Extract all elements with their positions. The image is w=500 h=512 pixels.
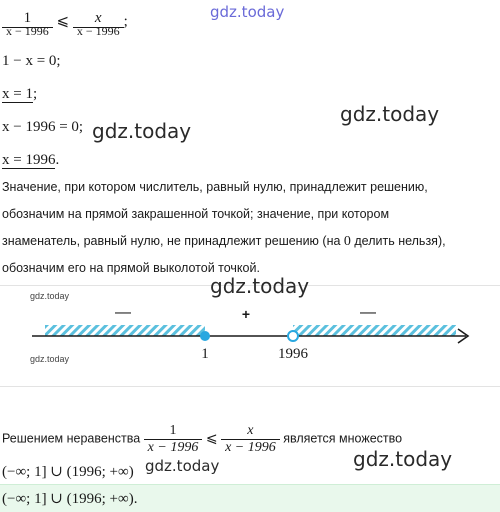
top-inequality-tail: ;: [123, 13, 128, 30]
answer-text: (−∞; 1] ∪ (1996; +∞).: [2, 491, 138, 507]
answer-box: [0, 484, 500, 512]
conclusion-prefix: Решением неравенства: [2, 431, 141, 446]
top-lhs-fraction: [2, 10, 53, 38]
explanation-line-3: [2, 228, 497, 255]
conclusion-line: [2, 423, 402, 456]
conclusion-rhs-numerator: x: [247, 423, 254, 438]
sign-left: —: [115, 304, 131, 321]
watermark-numline: gdz.today: [210, 274, 310, 298]
watermark-numline-small-bottom: gdz.today: [30, 354, 70, 364]
point-label-1996: 1996: [278, 346, 308, 362]
watermark-bottom-right: gdz.today: [353, 447, 453, 471]
point-label-1: 1: [201, 346, 209, 362]
conclusion-sign: ⩽: [205, 431, 218, 447]
top-lhs-denominator: x − 1996: [6, 24, 49, 38]
hatch-right: [293, 325, 456, 336]
top-inequality: [2, 10, 128, 38]
top-lhs-numerator: 1: [23, 10, 32, 26]
explanation-line-3-b: делить нельзя),: [350, 234, 446, 248]
conclusion-lhs-fraction: [144, 423, 203, 456]
open-point: [288, 331, 298, 341]
filled-point: [200, 331, 210, 341]
watermark-mid-left: gdz.today: [92, 119, 192, 143]
hatch-left: [45, 325, 205, 336]
step-2-tail: ;: [32, 86, 38, 102]
conclusion-set: (−∞; 1] ∪ (1996; +∞): [2, 464, 134, 480]
number-line: [0, 285, 500, 385]
step-2-root: x = 1: [2, 86, 33, 102]
conclusion-suffix: является множество: [283, 431, 403, 446]
step-4-root: x = 1996: [2, 152, 56, 168]
explanation-line-1: Значение, при котором числитель, равный нулю, принадлежит решению,: [2, 180, 428, 194]
conclusion-lhs-numerator: 1: [169, 423, 177, 438]
explanation-line-4: обозначим его на прямой выколотой точкой.: [2, 261, 260, 275]
step-4-tail: .: [55, 152, 60, 168]
explanation-zero: 0: [343, 234, 351, 249]
top-rhs-numerator: x: [94, 10, 102, 26]
conclusion-rhs-fraction: [221, 423, 280, 456]
conclusion-rhs-denominator: x − 1996: [225, 440, 276, 455]
explanation-line-2: обозначим на прямой закрашенной точкой; значение, при котором: [2, 207, 390, 221]
watermark-mid-right: gdz.today: [340, 102, 440, 126]
step-3: x − 1996 = 0;: [2, 119, 84, 135]
watermark-numline-small-top: gdz.today: [30, 291, 70, 301]
explanation-line-3-a: знаменатель, равный нулю, не принадлежит решению (на: [2, 234, 344, 248]
step-4: [2, 152, 59, 169]
step-2: [2, 86, 37, 103]
step-1: 1 − x = 0;: [2, 53, 61, 69]
watermark-bottom-left: gdz.today: [145, 457, 220, 475]
watermark-top: gdz.today: [210, 3, 285, 21]
sign-right: —: [360, 304, 376, 321]
sign-middle: +: [241, 306, 251, 322]
conclusion-lhs-denominator: x − 1996: [147, 440, 199, 455]
top-rhs-fraction: [73, 10, 124, 38]
top-inequality-sign: ⩽: [56, 13, 70, 30]
top-rhs-denominator: x − 1996: [76, 24, 120, 38]
